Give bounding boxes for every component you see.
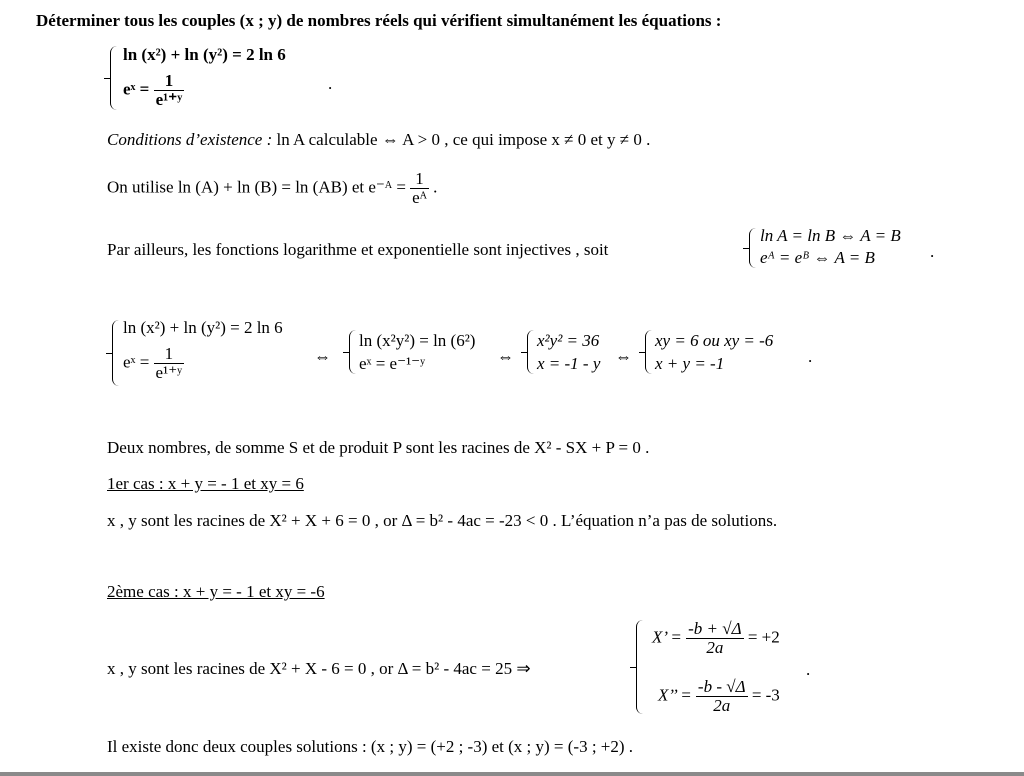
rule-end: . <box>433 177 438 197</box>
sum-product-line: Deux nombres, de somme S et de produit P sont les racines de X² - SX + P = 0 . <box>107 438 650 457</box>
injective-brace <box>749 228 760 268</box>
root-1-fraction <box>686 620 743 657</box>
fraction-numerator: 1 <box>154 345 185 364</box>
system-equation-1: ln (x²) + ln (y²) = 2 ln 6 <box>123 45 286 64</box>
roots-brace <box>636 620 647 714</box>
case-2-text: x , y sont les racines de X² + X - 6 = 0 , or Δ = b² - 4ac = 25 ⇒ <box>107 659 531 678</box>
root-2-value: = -3 <box>751 685 780 705</box>
case-2-heading: 2ème cas : x + y = - 1 et xy = -6 <box>107 582 325 601</box>
fraction-denominator: 2a <box>713 695 731 715</box>
equation-lhs: eˣ = <box>123 352 150 372</box>
roots-end-dot: . <box>806 660 811 679</box>
conditions-label: Conditions d’existence : <box>107 130 273 149</box>
fraction-numerator: 1 <box>410 170 429 189</box>
fraction-denominator: e¹⁺ʸ <box>155 362 183 382</box>
fraction-numerator: 1 <box>154 72 185 91</box>
chain-s2-eq1: ln (x²y²) = ln (6²) <box>359 331 476 350</box>
equivalence-arrow-1: ⇔ <box>314 347 331 366</box>
root-1 <box>652 620 780 657</box>
conditions-line <box>107 130 650 150</box>
injective-line-1: ln A = ln B ⇔ A = B <box>760 226 901 245</box>
conclusion-line: Il existe donc deux couples solutions : (x ; y) = (+2 ; -3) et (x ; y) = (-3 ; +2) . <box>107 737 634 756</box>
rule-text: On utilise ln (A) + ln (B) = ln (AB) et e⁻ᴬ = <box>107 177 406 197</box>
chain-s3-eq1: x²y² = 36 <box>537 331 600 350</box>
fraction-denominator: e¹⁺ʸ <box>155 89 183 109</box>
fraction <box>154 345 185 382</box>
system-brace <box>110 46 121 110</box>
chain-s2-eq2: eˣ = e⁻¹⁻ʸ <box>359 354 426 373</box>
chain-s4-eq2: x + y = -1 <box>655 354 725 373</box>
fraction-denominator: eᴬ <box>412 187 427 207</box>
chain-end-dot: . <box>808 347 813 366</box>
fraction-denominator: 2a <box>706 637 724 657</box>
chain-s3-eq2: x = -1 - y <box>537 354 601 373</box>
case-1-heading: 1er cas : x + y = - 1 et xy = 6 <box>107 474 304 493</box>
root-1-lhs: X’ = <box>652 627 682 647</box>
root-2-lhs: X’’ = <box>658 685 692 705</box>
exercise-title: Déterminer tous les couples (x ; y) de nombres réels qui vérifient simultanément les équations : <box>36 11 722 30</box>
injective-line-2: eᴬ = eᴮ ⇔ A = B <box>760 248 875 267</box>
chain-s1-eq1: ln (x²) + ln (y²) = 2 ln 6 <box>123 318 283 337</box>
window-bottom-edge <box>0 772 1024 776</box>
injective-end: . <box>930 242 935 261</box>
root-1-value: = +2 <box>747 627 780 647</box>
root-2 <box>658 678 780 715</box>
equivalence-arrow-2: ⇔ <box>497 347 514 366</box>
chain-brace-1 <box>112 320 123 386</box>
chain-s4-eq1: xy = 6 ou xy = -6 <box>655 331 774 350</box>
case-1-text: x , y sont les racines de X² + X + 6 = 0 , or Δ = b² - 4ac = -23 < 0 . L’équation n’a pas de solutions. <box>107 511 778 530</box>
rule-line <box>107 170 437 207</box>
system-end-dot: . <box>328 74 333 93</box>
equivalence-arrow-3: ⇔ <box>615 347 632 366</box>
system-equation-2 <box>123 72 184 109</box>
injective-text: Par ailleurs, les fonctions logarithme et exponentielle sont injectives , soit <box>107 240 609 259</box>
root-2-fraction <box>696 678 748 715</box>
fraction-numerator: -b + √Δ <box>688 619 742 638</box>
equation-lhs: eˣ = <box>123 79 150 99</box>
fraction <box>154 72 185 109</box>
chain-s1-eq2 <box>123 345 184 382</box>
rule-fraction <box>410 170 429 207</box>
fraction-numerator: -b - √Δ <box>697 677 746 696</box>
conditions-text: ln A calculable ⇔ A > 0 , ce qui impose x ≠ 0 et y ≠ 0 . <box>272 130 651 149</box>
